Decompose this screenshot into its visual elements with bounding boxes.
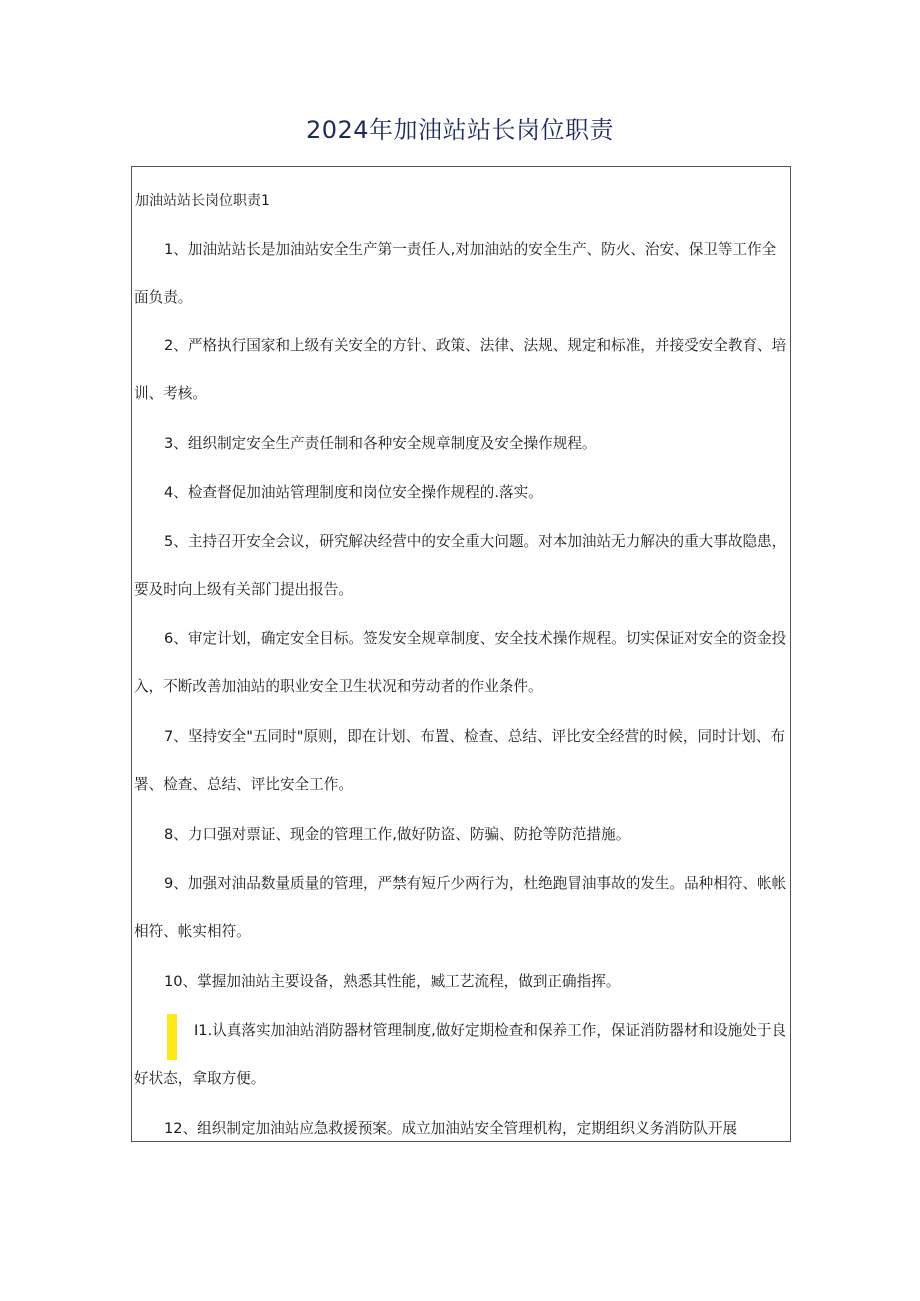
paragraph-5: 5、主持召开安全会议，研究解决经营中的安全重大问题。对本加油站无力解决的重大事故隐患，要及时向上级有关部门提出报告。 xyxy=(134,533,787,598)
paragraph-6: 6、审定计划，确定安全目标。签发安全规章制度、安全技术操作规程。切实保证对安全的资金投入，不断改善加油站的职业安全卫生状况和劳动者的作业条件。 xyxy=(134,630,787,695)
paragraph-3: 3、组织制定安全生产责任制和各种安全规章制度及安全操作规程。 xyxy=(164,435,597,452)
paragraph-2: 2、严格执行国家和上级有关安全的方针、政策、法律、法规、规定和标准，并接受安全教育、培训、考核。 xyxy=(134,337,787,402)
page-title: 2024年加油站站长岗位职责 xyxy=(305,116,615,144)
paragraph-12: 12、组织制定加油站应急救援预案。成立加油站安全管理机构，定期组织义务消防队开展 xyxy=(164,1120,738,1137)
paragraph-11-text: 认真落实加油站消防器材管理制度,做好定期检查和保养工作，保证消防器材和设施处于良好状态，拿取方便。 xyxy=(134,1022,787,1087)
highlight-marker: I1. xyxy=(164,1007,212,1055)
paragraph-10: 10、掌握加油站主要设备，熟悉其性能，臧工艺流程，做到正确指挥。 xyxy=(164,973,621,990)
paragraph-9: 9、加强对油品数量质量的管理，严禁有短斤少两行为，杜绝跑冒油事故的发生。品种相符、帐帐相符、帐实相符。 xyxy=(134,875,787,940)
paragraph-8: 8、力口强对票证、现金的管理工作,做好防盗、防骗、防抢等防范措施。 xyxy=(164,826,631,843)
section-heading: 加油站站长岗位职责1 xyxy=(135,193,270,209)
paragraph-11 xyxy=(134,1007,789,1103)
paragraph-4: 4、检查督促加油站管理制度和岗位安全操作规程的.落实。 xyxy=(164,484,543,501)
document-body xyxy=(131,166,791,1142)
paragraph-7: 7、坚持安全"五同时"原则，即在计划、布置、检查、总结、评比安全经营的时候，同时计划、布署、检查、总结、评比安全工作。 xyxy=(134,728,786,793)
paragraph-1: 1、加油站站长是加油站安全生产第一责任人,对加油站的安全生产、防火、治安、保卫等工作全面负责。 xyxy=(134,241,777,306)
